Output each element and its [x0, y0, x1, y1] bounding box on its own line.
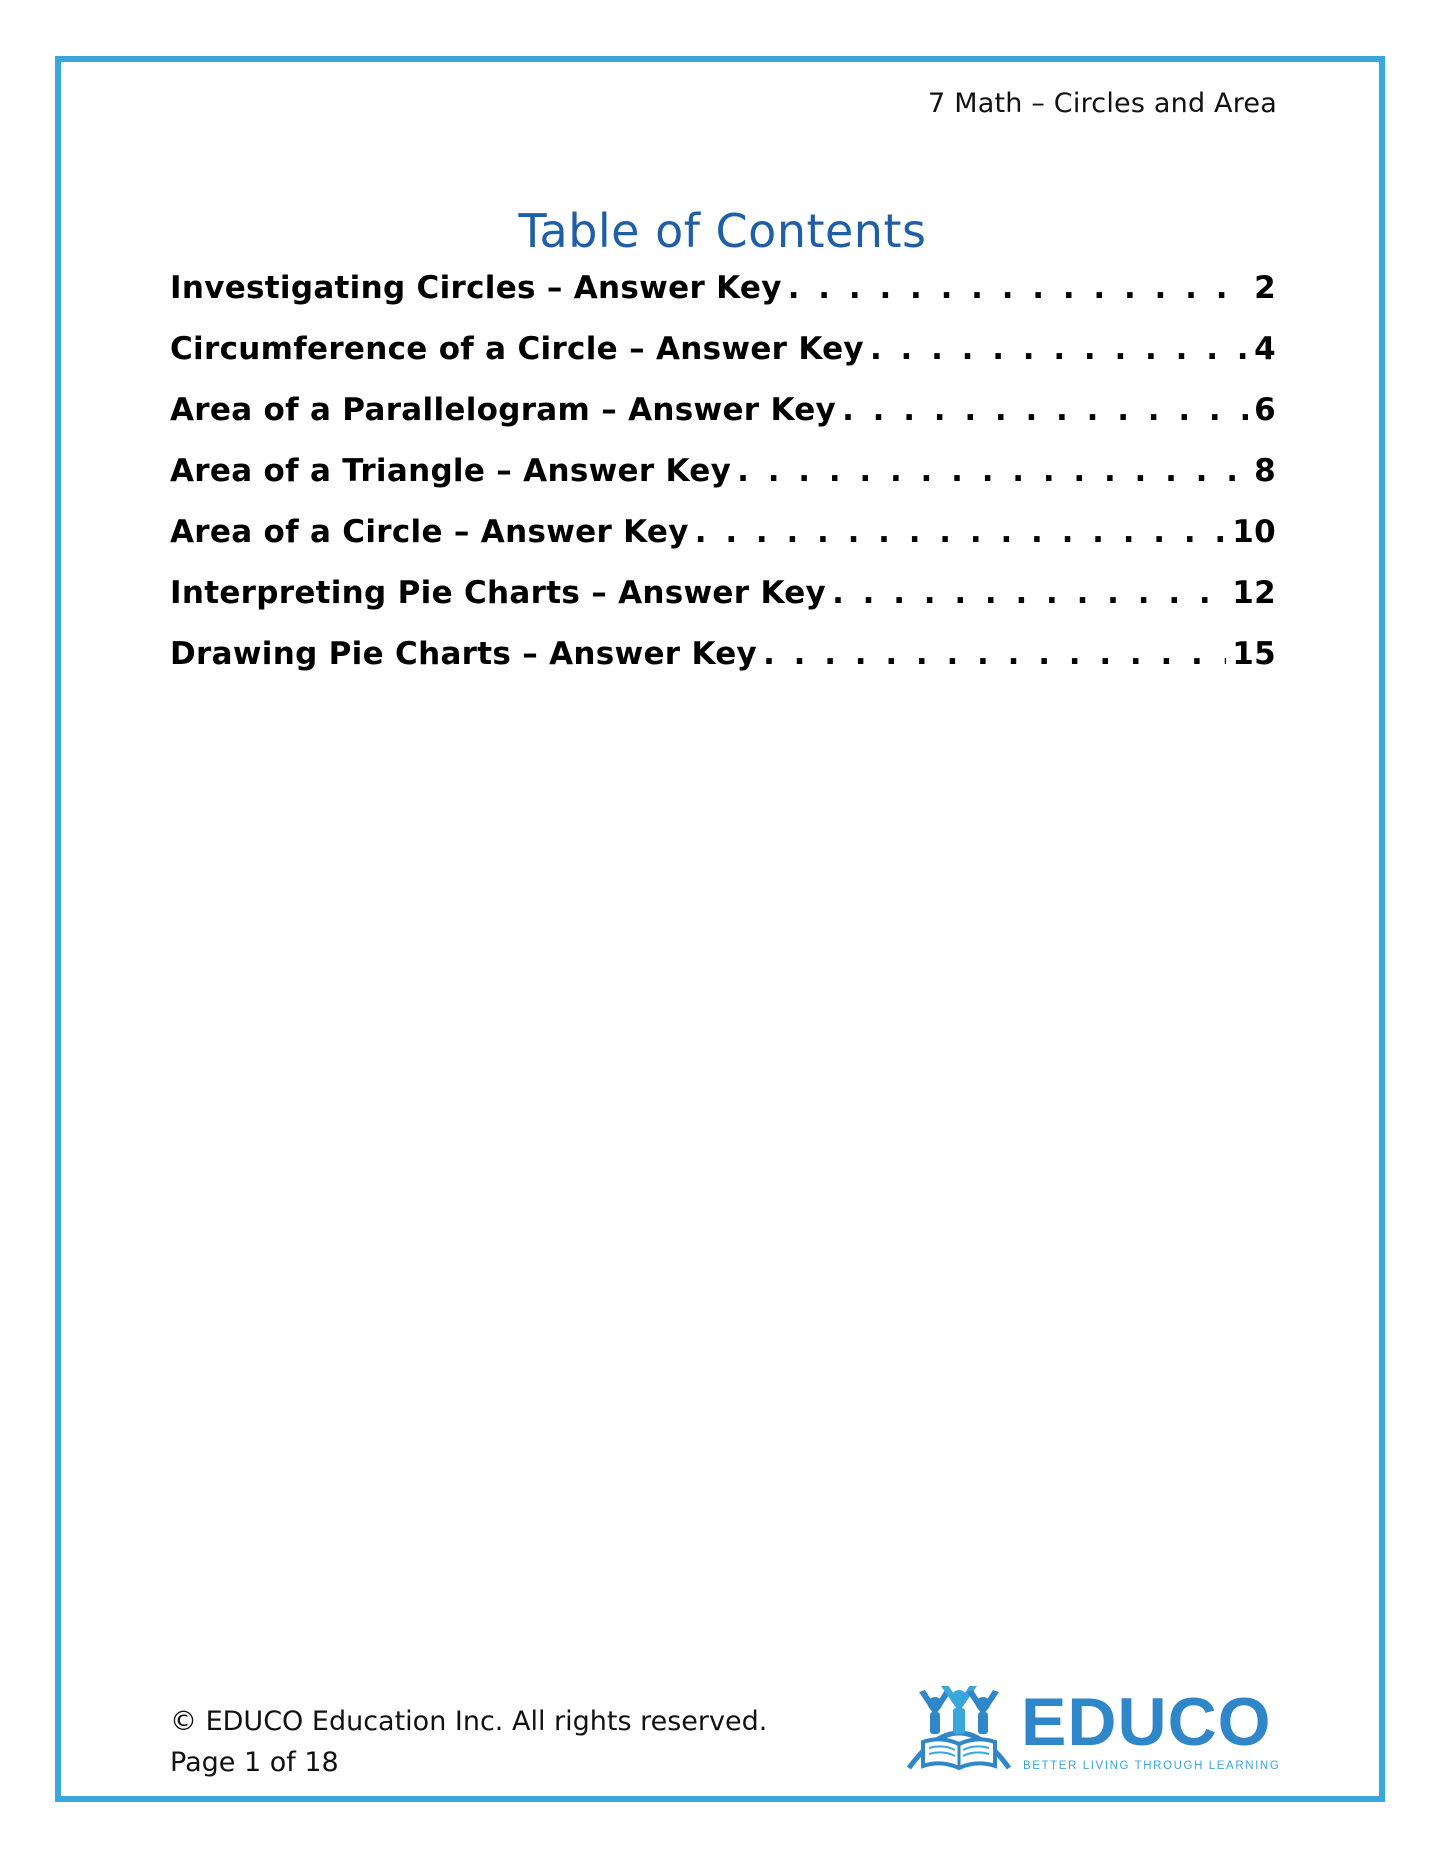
- logo-tagline: BETTER LIVING THROUGH LEARNING: [1023, 1760, 1281, 1772]
- toc-entry-label: Interpreting Pie Charts – Answer Key: [170, 575, 827, 611]
- educo-logo: [905, 1684, 1281, 1778]
- people-book-icon: [905, 1686, 1013, 1776]
- dot-leader: [832, 575, 1226, 611]
- running-header: 7 Math – Circles and Area: [928, 88, 1277, 119]
- toc-entry-investigating-circles[interactable]: [170, 270, 1276, 331]
- toc-entry-circumference[interactable]: [170, 331, 1276, 392]
- dot-leader: [763, 636, 1226, 672]
- toc-entry-page: 8: [1254, 453, 1276, 489]
- toc-entry-page: 10: [1232, 514, 1276, 550]
- toc-entry-page: 15: [1232, 636, 1276, 672]
- toc-entry-label: Circumference of a Circle – Answer Key: [170, 331, 864, 367]
- toc-entry-triangle[interactable]: [170, 453, 1276, 514]
- toc-entry-area-circle[interactable]: [170, 514, 1276, 575]
- dot-leader: [695, 514, 1227, 550]
- footer-page-number: Page 1 of 18: [170, 1747, 339, 1778]
- dot-leader: [737, 453, 1248, 489]
- dot-leader: [788, 270, 1248, 306]
- toc-title: Table of Contents: [518, 204, 927, 258]
- toc-entry-interpreting-pie-charts[interactable]: [170, 575, 1276, 636]
- toc-entry-label: Area of a Circle – Answer Key: [170, 514, 689, 550]
- toc-entry-page: 6: [1254, 392, 1276, 428]
- toc-entry-label: Drawing Pie Charts – Answer Key: [170, 636, 758, 672]
- toc-entry-parallelogram[interactable]: [170, 392, 1276, 453]
- toc-entry-page: 12: [1232, 575, 1276, 611]
- table-of-contents: [170, 270, 1276, 697]
- toc-entry-drawing-pie-charts[interactable]: [170, 636, 1276, 697]
- toc-entry-page: 2: [1254, 270, 1276, 306]
- dot-leader: [870, 331, 1248, 367]
- toc-entry-label: Area of a Triangle – Answer Key: [170, 453, 732, 489]
- toc-entry-page: 4: [1254, 331, 1276, 367]
- dot-leader: [842, 392, 1248, 428]
- toc-entry-label: Area of a Parallelogram – Answer Key: [170, 392, 837, 428]
- logo-wordmark: EDUCO: [1021, 1684, 1272, 1760]
- toc-entry-label: Investigating Circles – Answer Key: [170, 270, 782, 306]
- footer-copyright: © EDUCO Education Inc. All rights reserved.: [170, 1706, 768, 1737]
